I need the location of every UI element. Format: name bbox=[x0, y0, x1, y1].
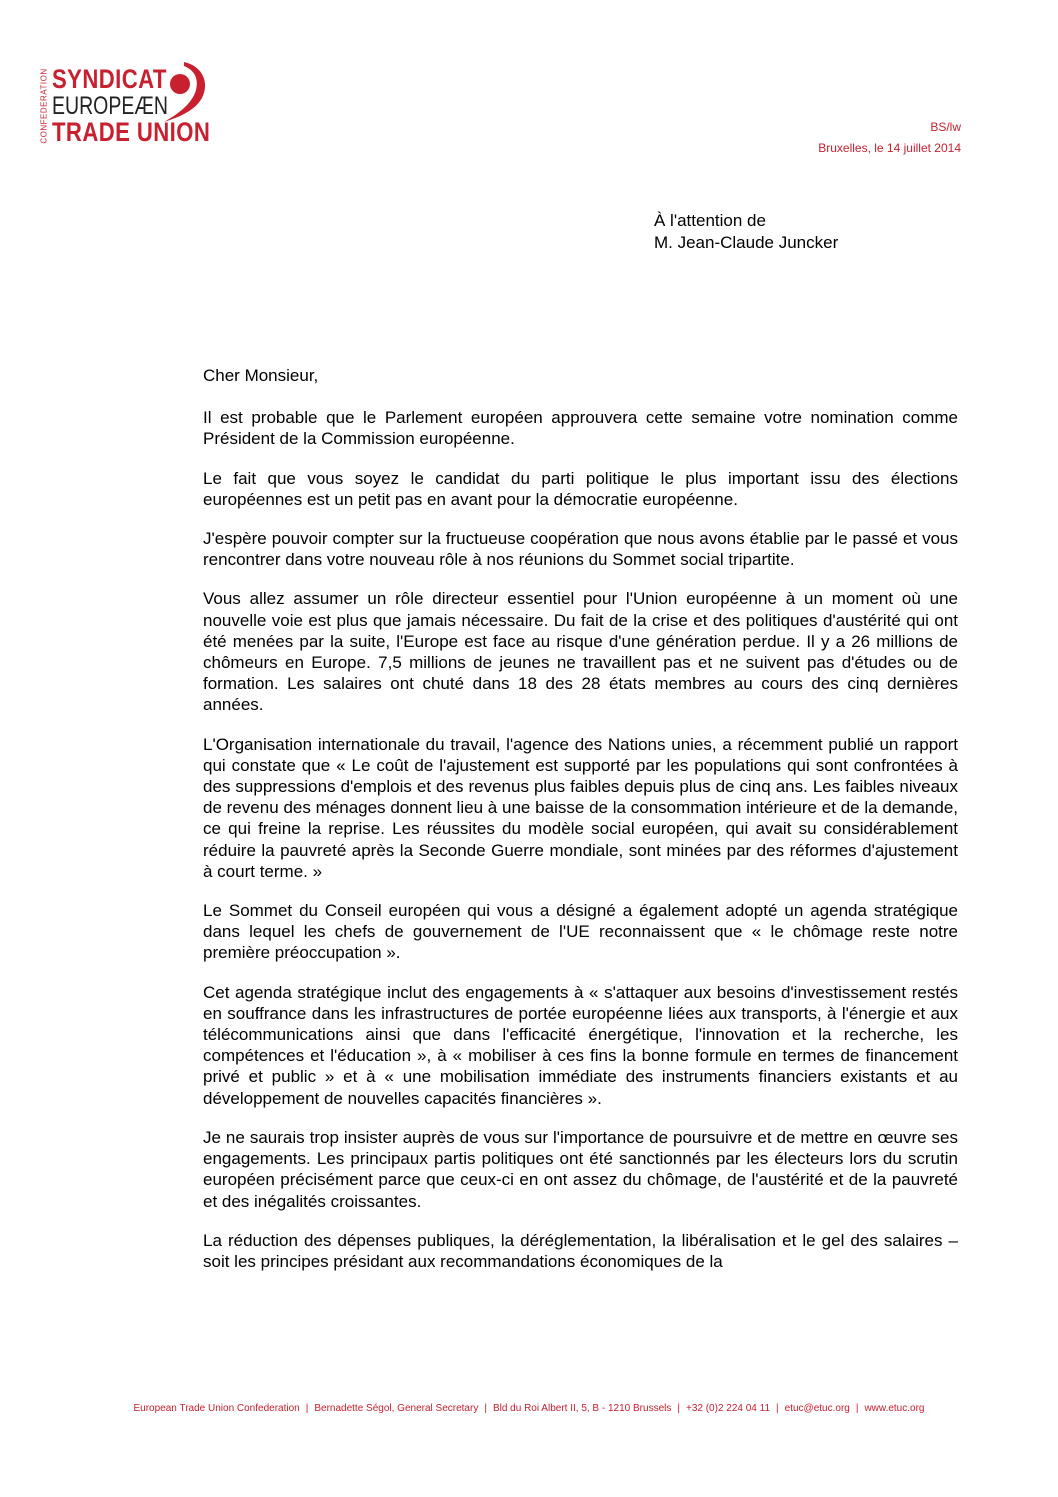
paragraph: Je ne saurais trop insister auprès de vous sur l'importance de poursuivre et de mettre en œuvre ses engagements. Les principaux partis politiques ont été sanctionnés par les électeurs lors du scrutin européen précisément parce que ceux-ci en ont assez du chômage, de l'austérité et de la pauvreté et des inégalités croissantes. bbox=[203, 1127, 958, 1211]
footer-separator: | bbox=[484, 1403, 487, 1414]
footer-email: etuc@etuc.org bbox=[784, 1403, 850, 1414]
footer bbox=[0, 1403, 1058, 1414]
logo-side-text: CONFEDERATION bbox=[39, 68, 49, 144]
addressee-name: M. Jean-Claude Juncker bbox=[654, 233, 839, 252]
footer-separator: | bbox=[677, 1403, 680, 1414]
footer-address: Bld du Roi Albert II, 5, B - 1210 Brussels bbox=[492, 1403, 672, 1414]
footer-separator: | bbox=[305, 1403, 309, 1414]
paragraph: Cet agenda stratégique inclut des engagements à « s'attaquer aux besoins d'investissement restés en souffrance dans les infrastructures de portée européenne liées aux transports, à l'énergie et aux télécommunications ainsi que dans l'efficacité énergétique, l'innovation et la recherche, les compétences et l'éducation », à « mobiliser à ces fins la bonne formule en termes de financement privé et public » et à « une mobilisation immédiate des instruments financiers existants et au développement de nouvelles capacités financières ». bbox=[203, 982, 958, 1108]
footer-separator: | bbox=[855, 1403, 859, 1414]
footer-website: www.etuc.org bbox=[864, 1403, 925, 1414]
paragraph: Il est probable que le Parlement européen approuvera cette semaine votre nomination comme Président de la Commission européenne. bbox=[203, 408, 958, 449]
paragraph: La réduction des dépenses publiques, la déréglementation, la libéralisation et le gel des salaires – soit les principes présidant aux recommandations économiques de la bbox=[203, 1230, 958, 1271]
reference-code: BS/lw bbox=[930, 120, 961, 134]
letter-body bbox=[203, 365, 958, 1290]
footer-separator: | bbox=[776, 1403, 779, 1414]
logo-figure-icon bbox=[158, 60, 212, 122]
footer-secretary: Bernadette Ségol, General Secretary bbox=[314, 1403, 479, 1414]
logo-line-syndicat: SYNDICAT bbox=[52, 64, 167, 94]
place-date: Bruxelles, le 14 juillet 2014 bbox=[818, 141, 961, 155]
salutation: Cher Monsieur, bbox=[203, 366, 319, 385]
footer-organization: European Trade Union Confederation bbox=[133, 1403, 300, 1414]
footer-phone: +32 (0)2 224 04 11 bbox=[685, 1403, 771, 1414]
addressee-attention: À l'attention de bbox=[654, 211, 766, 230]
paragraph: Vous allez assumer un rôle directeur essentiel pour l'Union européenne à un moment où une nouvelle voie est plus que jamais nécessaire. Du fait de la crise et des politiques d'austérité qui ont été menées par la suite, l'Europe est face au risque d'une génération perdue. Il y a 26 millions de chômeurs en Europe. 7,5 millions de jeunes ne travaillent pas et ne suivent pas d'études ou de formation. Les salaires ont chuté dans 18 des 28 états membres au cours des cinq dernières années. bbox=[203, 589, 958, 715]
paragraph: Le Sommet du Conseil européen qui vous a désigné a également adopté un agenda stratégique dans lequel les chefs de gouvernement de l'UE reconnaissent que « le chômage reste notre première préoccupation ». bbox=[203, 901, 958, 963]
addressee-block bbox=[654, 210, 838, 254]
logo-line-europaen: EUROPEÆN bbox=[52, 92, 168, 120]
etuc-logo bbox=[38, 62, 210, 148]
paragraph: J'espère pouvoir compter sur la fructueuse coopération que nous avons établie par le passé et vous rencontrer dans votre nouveau rôle à nos réunions du Sommet social tripartite. bbox=[203, 529, 958, 570]
paragraph: L'Organisation internationale du travail, l'agence des Nations unies, a récemment publié un rapport qui constate que « Le coût de l'ajustement est supporté par les populations qui sont confrontées à des suppressions d'emplois et des revenus plus faibles depuis plus de cinq ans. Les faibles niveaux de revenu des ménages donnent lieu à une baisse de la consommation intérieure et de la demande, ce qui freine la reprise. Les réussites du modèle social européen, qui avait su considérablement réduire la pauvreté après la Seconde Guerre mondiale, sont minées par des réformes d'ajustement à court terme. » bbox=[203, 734, 958, 881]
logo-line-trade-union: TRADE UNION bbox=[52, 117, 211, 147]
paragraph: Le fait que vous soyez le candidat du parti politique le plus important issu des élections européennes est un petit pas en avant pour la démocratie européenne. bbox=[203, 468, 958, 509]
